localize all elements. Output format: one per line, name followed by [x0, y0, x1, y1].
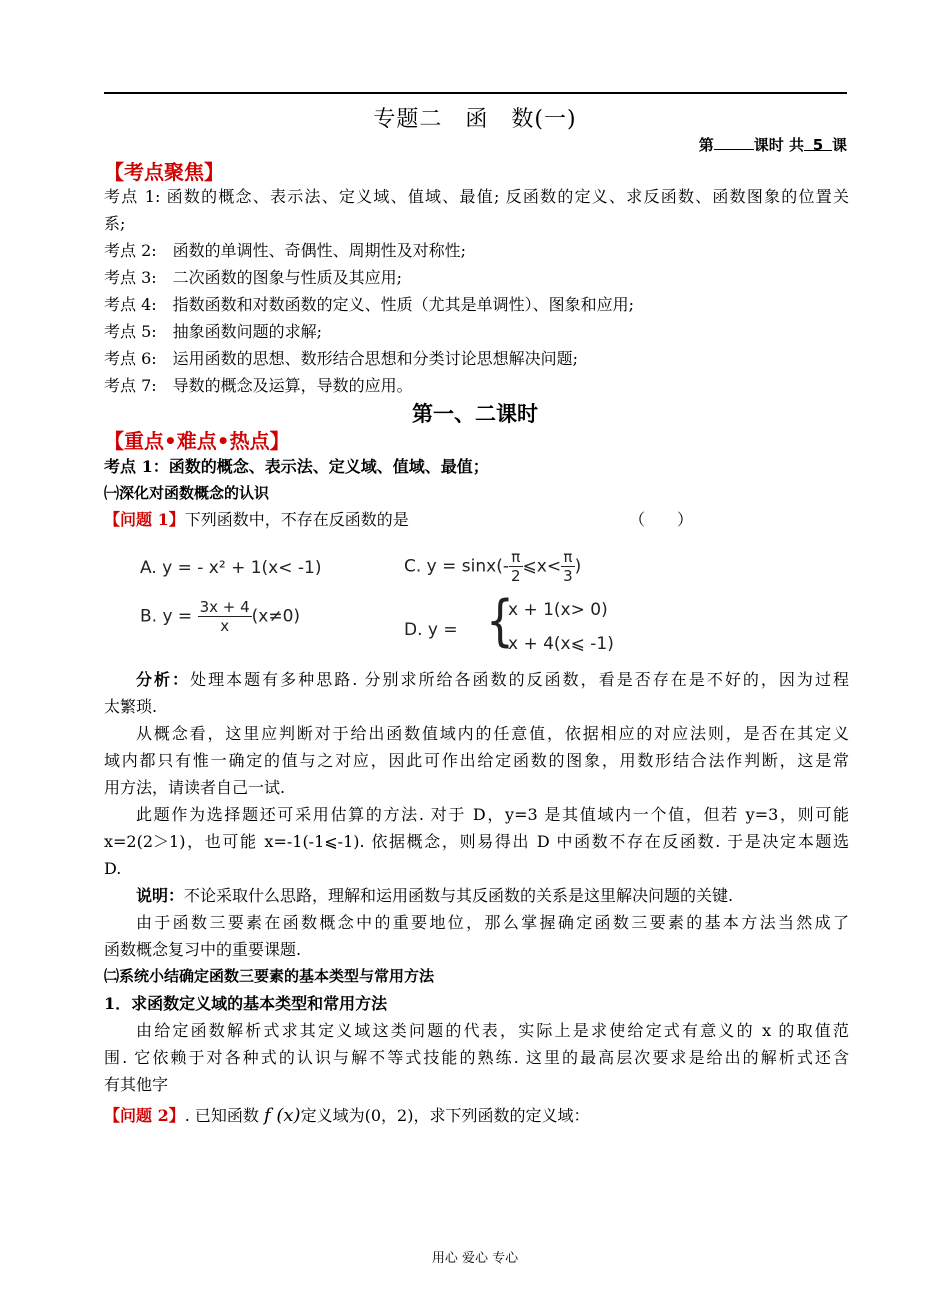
lesson-mid: 课时 共: [753, 136, 804, 154]
key-points-heading: 【重点•难点•热点】: [104, 429, 290, 453]
lesson-total: 5: [804, 136, 832, 151]
frac-den: 3: [563, 567, 573, 585]
focus-point-2: 考点 2: 函数的单调性、奇偶性、周期性及对称性;: [104, 241, 467, 260]
section-title: 第一、二课时: [412, 401, 538, 426]
frac-num: π: [509, 548, 523, 567]
note-label: 说明：: [136, 886, 185, 905]
question-2-label: 【问题 2】: [104, 1106, 185, 1125]
option-a: A. y = - x² + 1(x< -1): [140, 558, 322, 578]
option-c-mid: ⩽x<: [522, 556, 562, 577]
lesson-suffix: 课: [831, 136, 847, 154]
focus-point-1: 考点 1: 函数的概念、表示法、定义域、值域、最值; 反函数的定义、求反函数、函数图象的位置关: [104, 187, 849, 206]
subsection-1-heading: ㈠深化对函数概念的认识: [104, 484, 270, 502]
focus-point-3: 考点 3: 二次函数的图象与性质及其应用;: [104, 268, 403, 287]
option-b-prefix: B. y =: [140, 606, 193, 627]
note-line: [104, 882, 849, 909]
body-line-3: 有其他字: [104, 1075, 169, 1094]
lesson-info: [699, 134, 847, 155]
option-b-fraction: [198, 598, 252, 635]
frac-den: 2: [510, 567, 521, 585]
note-text: 不论采取什么思路，理解和运用函数与其反函数的关系是这里解决问题的关键.: [184, 886, 734, 905]
option-d-case-1: x + 1(x> 0): [508, 600, 608, 620]
option-b-suffix: (x≠0): [251, 606, 301, 627]
analysis-line-3: 从概念看，这里应判断对于给出函数值域内的任意值，依据相应的对应法则，是否在其定义: [136, 724, 849, 743]
focus-heading: 【考点聚焦】: [104, 160, 224, 184]
frac-den: x: [220, 617, 230, 635]
brace-icon: {: [486, 589, 514, 654]
question-2-fx: f (x): [264, 1105, 301, 1126]
subsection-2-heading: ㈡系统小结确定函数三要素的基本类型与常用方法: [104, 967, 435, 985]
lesson-prefix: 第: [698, 136, 714, 154]
option-d-prefix: D. y =: [404, 620, 458, 640]
analysis-line-7: x=2(2＞1)，也可能 x=-1(-1⩽-1). 依据概念，则易得出 D 中函数不存在反函数. 于是决定本题选: [104, 832, 849, 851]
question-1-options: [140, 540, 640, 670]
body-line-2: 围. 它依赖于对各种式的认识与解不等式技能的熟练. 这里的最高层次要求是给出的解析式还含: [104, 1048, 849, 1067]
analysis-line-5: 用方法，请读者自己一试.: [104, 778, 286, 797]
analysis-line-8: D.: [104, 859, 122, 878]
question-2-pre: . 已知函数: [184, 1106, 259, 1125]
question-1: [104, 506, 849, 533]
focus-point-1-cont: 系;: [104, 214, 126, 233]
top-rule: [104, 92, 847, 94]
analysis-line-6: 此题作为选择题还可采用估算的方法. 对于 D，y=3 是其值域内一个值，但若 y=3，则可能: [136, 805, 849, 824]
focus-point-5: 考点 5: 抽象函数问题的求解;: [104, 322, 323, 341]
kaodian-1-heading: 考点 1：函数的概念、表示法、定义域、值域、最值；: [104, 457, 489, 476]
focus-point-6: 考点 6: 运用函数的思想、数形结合思想和分类讨论思想解决问题;: [104, 349, 579, 368]
option-d-case-2: x + 4(x⩽ -1): [508, 634, 614, 654]
option-d: [404, 589, 634, 668]
body-line-1: 由给定函数解析式求其定义域这类问题的代表，实际上是求使给定式有意义的 x 的取值范: [136, 1021, 849, 1040]
option-c-fraction-1: [509, 548, 523, 585]
frac-num: π: [561, 548, 575, 567]
question-2-post: 定义域为(0，2)，求下列函数的定义域：: [300, 1106, 590, 1125]
option-c: [404, 548, 581, 585]
frac-num: 3x + 4: [199, 598, 250, 616]
question-1-label: 【问题 1】: [104, 510, 185, 529]
page-footer: 用心 爱心 专心: [431, 1251, 519, 1266]
answer-paren: （ ）: [629, 510, 694, 529]
analysis-line-1: [104, 666, 849, 693]
focus-point-4: 考点 4: 指数函数和对数函数的定义、性质（尤其是单调性）、图象和应用;: [104, 295, 635, 314]
page-title: 专题二 函 数(一): [373, 107, 577, 132]
question-1-text: 下列函数中，不存在反函数的是: [184, 510, 409, 529]
option-b: [140, 598, 300, 635]
analysis-line-2: 太繁琐.: [104, 697, 158, 716]
analysis-line-4: 域内都只有惟一确定的值与之对应，因此可作出给定函数的图象，用数形结合法作判断，这是常: [104, 751, 849, 770]
note-line-2: 由于函数三要素在函数概念中的重要地位，那么掌握确定函数三要素的基本方法当然成了: [136, 913, 849, 932]
analysis-label: 分析：: [136, 670, 191, 689]
note-line-3: 函数概念复习中的重要课题.: [104, 940, 302, 959]
option-c-suffix: ): [574, 556, 582, 577]
option-c-fraction-2: [561, 548, 575, 585]
item-1-heading: 1．求函数定义域的基本类型和常用方法: [104, 994, 388, 1013]
focus-point-7: 考点 7: 导数的概念及运算，导数的应用。: [104, 376, 413, 395]
analysis-text-1: 处理本题有多种思路. 分别求所给各函数的反函数，看是否存在是不好的，因为过程: [190, 670, 849, 689]
option-c-prefix: C. y = sinx(-: [404, 556, 509, 577]
lesson-blank: [714, 135, 754, 150]
question-2: [104, 1102, 849, 1129]
